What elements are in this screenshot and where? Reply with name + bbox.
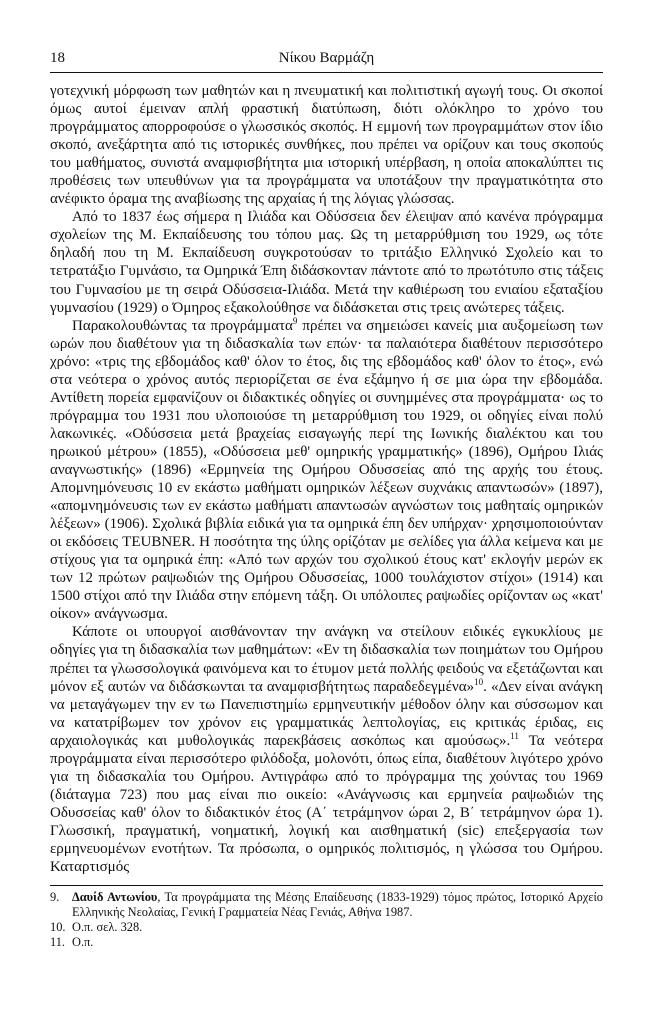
- footnotes: [50, 890, 603, 950]
- text-run: . «Δεν είναι ανάγκη να μεταγάγωμεν την εν τω Πανεπιστημίω ερμηνευτικήν μέθοδον όλην και σύσσωμον και να κατατρίβωμεν τον χρόνον εις γραμματικάς λεπτολογίας, εις κριτικάς έριδας, εις αρχαιολογικάς και μυθολογικάς παρεκβάσεις ασκόπως και αμούσως».: [50, 678, 603, 749]
- footnote-text: , Τα προγράμματα της Μέσης Επαίδευσης (1833-1929) τόμος πρώτος, Ιστορικό Αρχείο Ελληνικής Νεολαίας, Γενική Γραμματεία Νέας Γενιάς, Αθήνα 1987.: [72, 890, 603, 920]
- text-run: πρέπει να σημειώσει κανείς μια αυξομείωση των ωρών που διαθέτουν για τη διδασκαλία των επών· τα παλαιότερα διαθέτουν περισσότερο χρόνο: «τρις της εβδομάδος καθ' όλον το έτος, δις της εβδομάδος καθ' όλον το έτος», ενώ στα νεότερα ο χρόνος αυτός περιορίζεται σε ένα εξάμηνο ή σε μια ώρα την εβδομάδα. Αντίθετη πορεία εμφανίζουν οι διδακτικές οδηγίες οι συνημμένες στα προγράμματα· ως το πρόγραμμα του 1931 που υλοποιούσε τη μεταρρύθμιση του 1929, οι οδηγίες είναι πολύ λακωνικές. «Οδύσσεια μετά βραχείας εισαγωγής περί της Ιωνικής διαλέκτου και του ηρωικού μέτρου» (1855), «Οδύσσεια μεθ' ομηρικής γραμματικής» (1896), Ομήρου Ιλιάς αναγνωστικής» (1896) «Ερμηνεία της Ομήρου Οδυσσείας από της αρχής του έτους. Απομνημόνευσις 10 εν εκάστω μαθήματι ομηρικών λέξεων συχνάκις απαντωσών» (1897), «απομνημόνευσις των εν εκάστω μαθήματι απαντωσών αγνώστων τοις μαθηταίς ομηρικών λέξεων» (1906). Σχολικά βιβλία ειδικά για τα ομηρικά έπη δεν υπήρχαν· χρησιμοποιούνταν οι εκδόσεις TEUBNER. Η ποσότητα της ύλης ορίζόταν με σελίδες για άλλα κείμενα και με στίχους για τα ομηρικά έπη: «Από των αρχών του σχολικού έτους κατ' εκλογήν μερών εκ των 12 πρώτων ραψωδιών της Ομήρου Οδυσσείας, 1000 τουλάχιστον στίχοι» (1914) και 1500 στίχοι από την Ιλιάδα στην επόμενη τάξη. Οι υπόλοιπες ραψωδίες ορίζονταν ως «κατ' οίκον» ανάγνωσμα.: [50, 317, 603, 623]
- page: [50, 50, 603, 950]
- footnote-number: 11.: [50, 935, 66, 950]
- running-title: Νίκου Βαρμάζη: [278, 50, 375, 66]
- page-number: 18: [50, 50, 65, 66]
- text-run: Από το 1837 έως σήμερα η Ιλιάδα και Οδύσσεια δεν έλειψαν από κανένα πρόγραμμα σχολείων της Μ. Εκπαίδευσης του τόπου μας. Ως τη μεταρρύθμιση του 1929, ως τότε δηλαδή που τη Μ. Εκπαίδευση συγκροτούσαν το τριτάξιο Ελληνικό Σχολείο και το τετρατάξιο Γυμνάσιο, τα Ομηρικά Έπη διδάσκονταν πάντοτε από το πρωτότυπο στις τάξεις του Γυμνασίου με τη σειρά Οδύσσεια-Ιλιάδα. Μετά την καθιέρωση του ενιαίου εξαταξίου γυμνασίου (1929) ο Όμηρος εξακολούθησε να διδάσκεται στις τρεις ανώτερες τάξεις.: [50, 209, 603, 316]
- footnote-ref-9[interactable]: 9: [292, 315, 298, 326]
- text-run: Τα νεότερα προγράμματα είναι περισσότερο φιλόδοξα, μολονότι, όπως είπα, διαθέτουν λιγότερο χρόνο για τη διδασκαλία του Ομήρου. Αντιγράφω από το πρόγραμμα της χούντας του 1969 (διάταγμα 723) που μας είναι πιο οικείο: «Ανάγνωσις και ερμηνεία ραψωδιών της Οδυσσείας καθ' όλον το διδακτικόν έτος (Α΄ τετράμηνον ώραι 2, Β΄ τετράμηνον ώρα 1). Γλωσσική, πραγματική, νοηματική, λογική και αισθηματική (sic) επεξεργασία των ερμηνευομένων ενοτήτων. Τα πρόσωπα, ο ομηρικός πολιτισμός, η γλώσσα του Ομήρου. Καταρτισμός: [50, 732, 603, 876]
- footnote-author: Δαυίδ Αντωνίου: [72, 890, 158, 905]
- footnote-10: [50, 920, 603, 935]
- paragraph: [50, 317, 603, 624]
- text-run: Κάποτε οι υπουργοί αισθάνονταν την ανάγκη να στείλουν ειδικές εγκυκλίους με οδηγίες για τη διδασκαλία των μαθημάτων: «Εν τη διδασκαλία των ποιημάτων του Ομήρου πρέπει τα γλωσσολογικά φαινόμενα και το έτυμον μετά πολλής φειδούς να εξετάζωνται και μόνον εξ αυτών να διδάσκωνται τα αναμφισβήτητως παραδεδεγμένα»: [50, 624, 603, 695]
- footnote-number: 10.: [50, 920, 66, 935]
- footnote-text: Ο.π. σελ. 328.: [72, 920, 143, 935]
- paragraph: [50, 82, 603, 208]
- footnote-ref-11[interactable]: 11: [510, 730, 519, 741]
- paragraph: [50, 623, 603, 876]
- footnote-9: [50, 890, 603, 920]
- footnote-11: [50, 935, 603, 950]
- text-run: Παρακολουθώντας τα προγράμματα: [72, 317, 293, 334]
- footnote-divider: [50, 885, 603, 886]
- paragraph: [50, 208, 603, 316]
- running-header: [50, 50, 603, 73]
- footnote-text: Ο.π.: [72, 935, 94, 950]
- footnote-number: 9.: [50, 890, 60, 905]
- footnote-ref-10[interactable]: 10: [474, 676, 484, 687]
- body-text: [50, 82, 603, 876]
- text-run: γοτεχνική μόρφωση των μαθητών και η πνευματική και πολιτιστική αγωγή τους. Οι σκοποί όμως αυτοί έμειναν απλή φραστική διατύπωση, διότι ολόκληρο το χρόνο του προγράμματος απορροφούσε ο γλωσσικός σκοπός. Η εμμονή των προγραμμάτων στον ίδιο σκοπό, ανεξάρτητα από τις ιστορικές συνθήκες, που πρέπει να ορίζουν και τους σκοπούς του μαθήματος, συνιστά αναμφισβήτητα μια ιστορική υπέρβαση, η οποία αποκαλύπτει τις προθέσεις των υπευθύνων για τα προγράμματα να υποτάξουν την πραγματικότητα στο ανέφικτο όραμα της αναβίωσης της αρχαίας ή της λόγιας γλώσσας.: [50, 83, 603, 208]
